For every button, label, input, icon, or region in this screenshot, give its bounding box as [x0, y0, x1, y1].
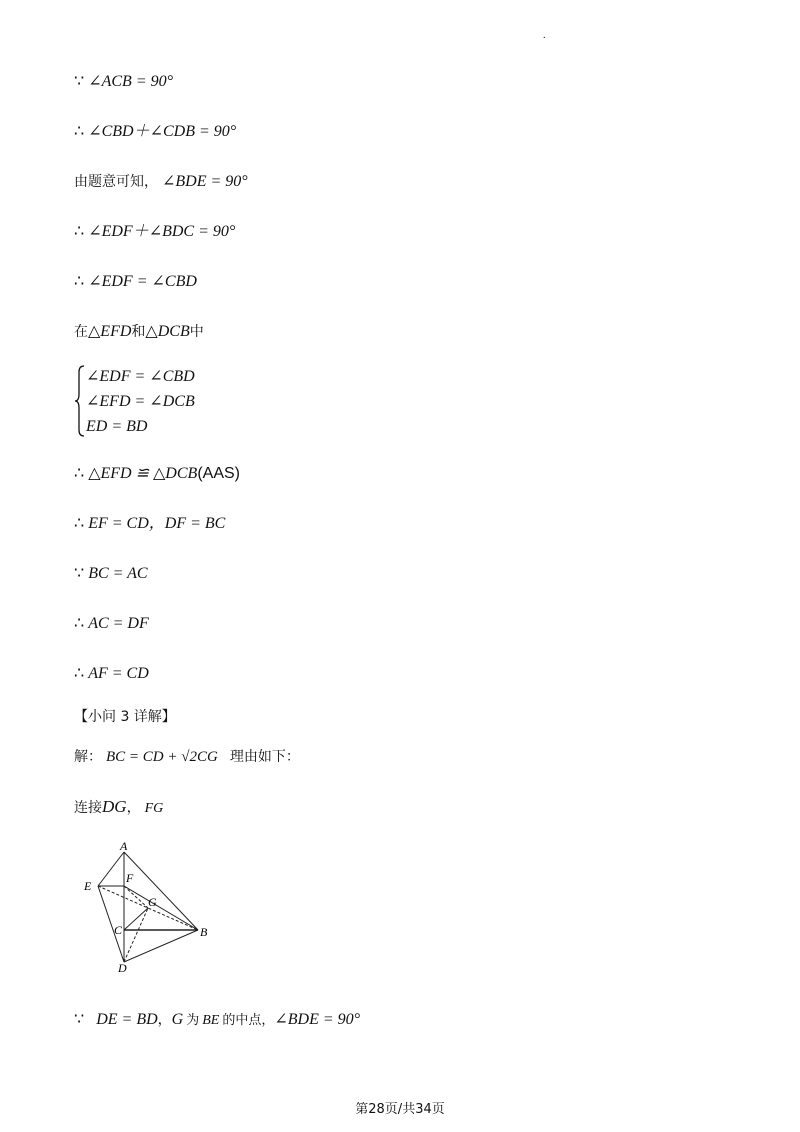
- segment-ae: [98, 852, 124, 886]
- label-d: D: [118, 961, 127, 972]
- triangle-dcb: △DCB: [145, 323, 190, 340]
- therefore-symbol: ∴: [74, 615, 85, 632]
- geometry-figure: [80, 842, 220, 972]
- segment-be: BE: [202, 1013, 220, 1028]
- segment-fg: [124, 886, 148, 908]
- system-equation-3: ED = BD: [86, 418, 148, 435]
- triangle-efd: △EFD: [88, 323, 132, 340]
- page-mark: .: [543, 30, 546, 41]
- text: 解：: [74, 749, 102, 765]
- expression: AF = CD: [88, 665, 149, 682]
- proof-line-6: [74, 322, 204, 342]
- text: 和: [131, 324, 146, 340]
- label-c: C: [114, 923, 123, 937]
- system-equation-2: ∠EFD = ∠DCB: [86, 393, 195, 410]
- expression: DE = BD: [96, 1011, 158, 1028]
- page-footer: 第28页/共34页: [355, 1102, 445, 1117]
- because-symbol: ∵: [74, 565, 85, 582]
- proof-line-1: [74, 72, 173, 92]
- segment-ab: [124, 852, 198, 930]
- text: 连接: [74, 800, 102, 816]
- expression: AC = DF: [88, 615, 149, 632]
- proof-line-5: [74, 272, 197, 292]
- therefore-symbol: ∴: [74, 665, 85, 682]
- text: 由题意可知，: [74, 174, 158, 190]
- point-g: G: [171, 1011, 184, 1028]
- text: 在: [74, 324, 88, 340]
- proof-line-2: [74, 122, 236, 142]
- segment-db: [124, 930, 198, 962]
- label-f: F: [126, 871, 134, 885]
- therefore-symbol: ∴: [74, 465, 85, 482]
- proof-line-9: [74, 514, 225, 534]
- text: 理由如下：: [229, 749, 300, 765]
- segment-fg: FG: [144, 801, 164, 816]
- proof-line-11: [74, 614, 149, 634]
- segment-dg: [124, 908, 148, 962]
- segment-cg: [124, 908, 148, 930]
- reason: (AAS): [197, 465, 240, 482]
- expression: ∠EDF＋∠BDC = 90°: [88, 223, 236, 240]
- because-symbol: ∵: [74, 73, 85, 90]
- expression: ∠BDE = 90°: [274, 1011, 361, 1028]
- therefore-symbol: ∴: [74, 273, 85, 290]
- because-symbol: ∵: [74, 1011, 85, 1028]
- label-b: B: [200, 925, 208, 939]
- label-a: A: [120, 842, 128, 853]
- proof-line-14: [74, 747, 300, 767]
- left-brace-icon: [74, 364, 86, 438]
- expression: BC = AC: [88, 565, 148, 582]
- therefore-symbol: ∴: [74, 223, 85, 240]
- proof-line-8: [74, 464, 240, 484]
- label-e: E: [84, 879, 92, 893]
- proof-line-16: [74, 1010, 360, 1031]
- expression: ∠ACB = 90°: [88, 73, 174, 90]
- text: 的中点，: [222, 1013, 275, 1028]
- expression: ∠BDE = 90°: [162, 173, 248, 190]
- expression: ∠CBD＋∠CDB = 90°: [88, 123, 237, 140]
- expression: BC = CD + √2CG: [106, 749, 218, 765]
- proof-line-12: [74, 664, 149, 684]
- proof-line-4: [74, 222, 235, 242]
- separator: ，: [126, 800, 141, 816]
- text: 为: [186, 1013, 200, 1028]
- therefore-symbol: ∴: [74, 515, 85, 532]
- text: 中: [189, 324, 204, 340]
- section-heading: 【小问 3 详解】: [74, 709, 176, 725]
- expression: EF = CD，DF = BC: [88, 515, 226, 532]
- segment-dg: DG: [102, 797, 127, 816]
- separator: ，: [157, 1012, 172, 1028]
- proof-line-10: [74, 564, 148, 584]
- label-g: G: [148, 895, 157, 909]
- therefore-symbol: ∴: [74, 123, 85, 140]
- segment-fb: [124, 886, 198, 930]
- proof-line-15: [74, 797, 163, 819]
- expression: △EFD ≌ △DCB: [88, 465, 198, 482]
- system-equation-1: ∠EDF = ∠CBD: [86, 368, 195, 385]
- proof-line-3: [74, 172, 248, 192]
- expression: ∠EDF = ∠CBD: [88, 273, 197, 290]
